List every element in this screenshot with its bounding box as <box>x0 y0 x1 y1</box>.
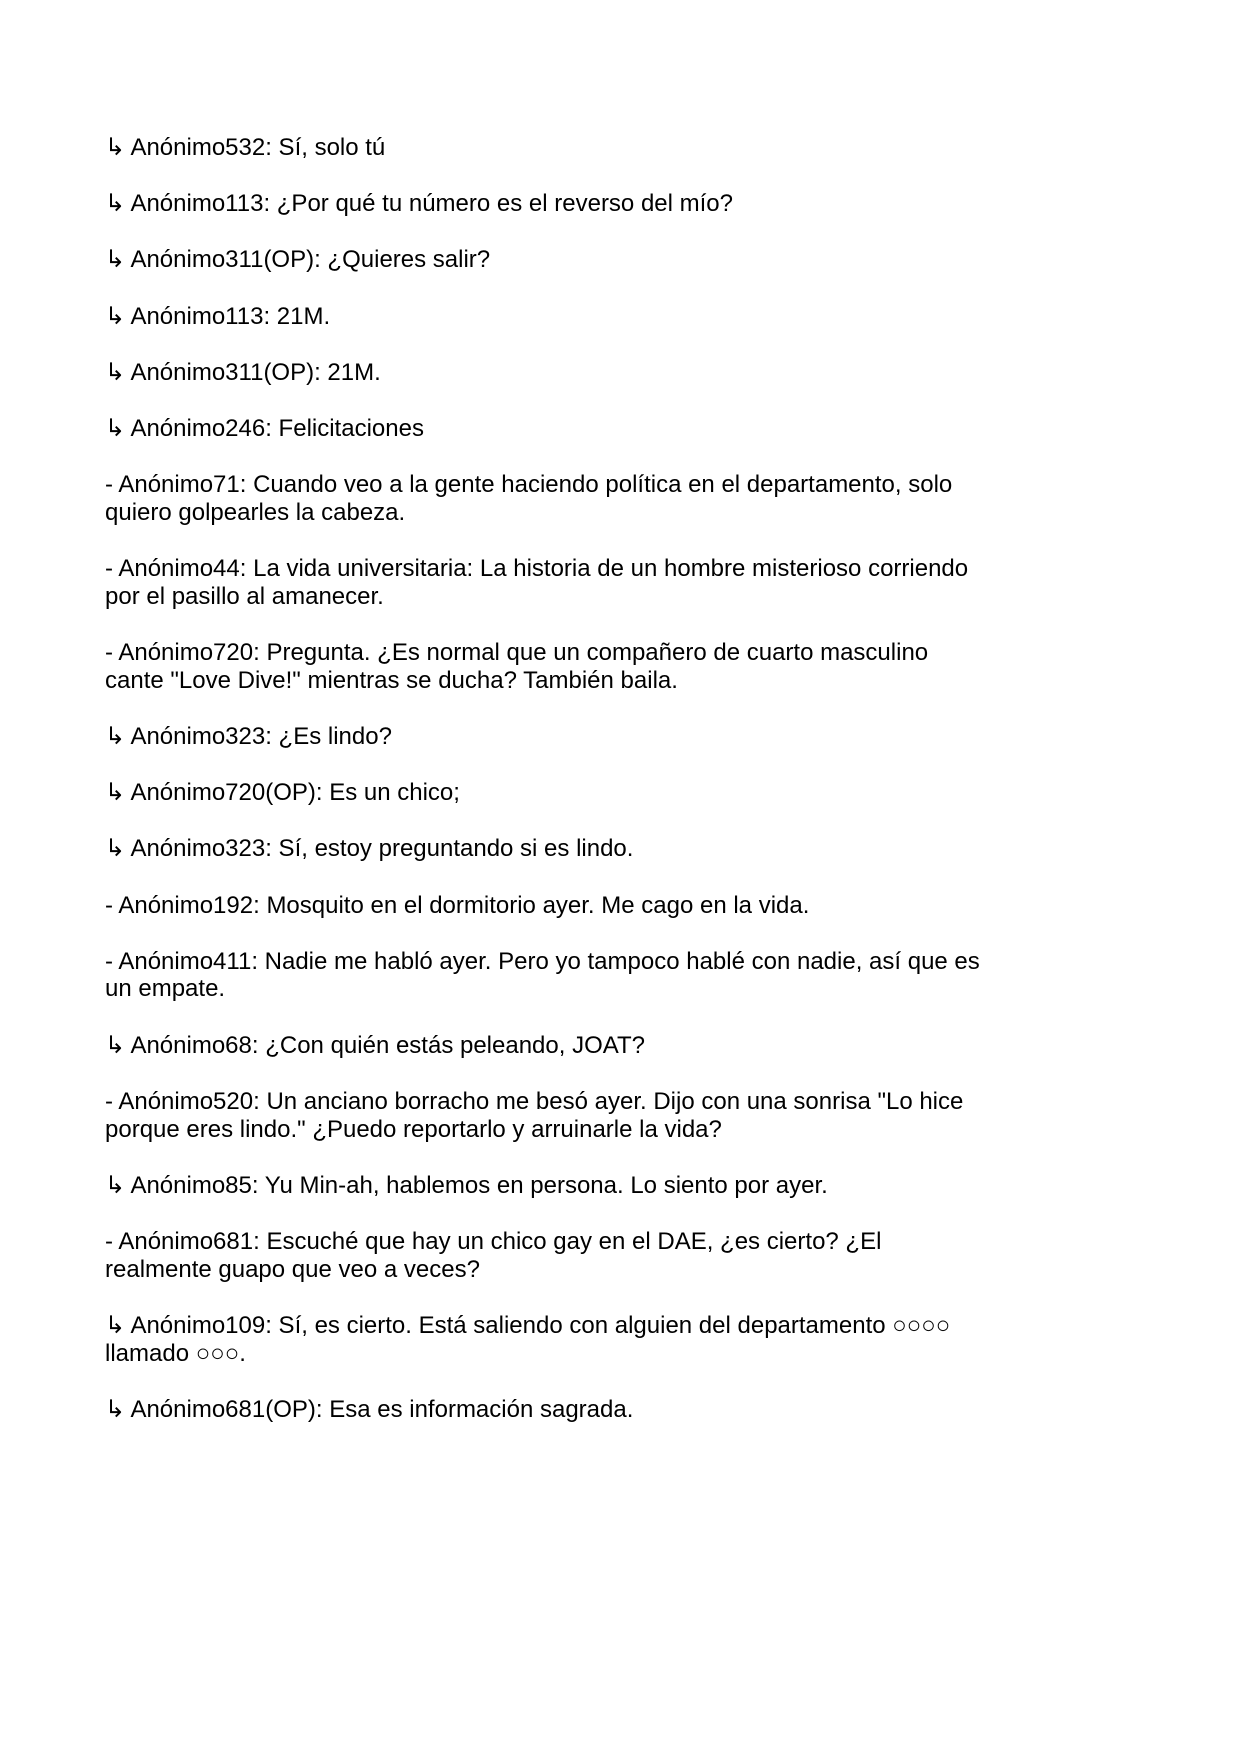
comment-text-line: ↳ Anónimo68: ¿Con quién estás peleando, JOAT? <box>105 1031 645 1059</box>
reply-comment <box>105 1032 1005 1060</box>
reply-comment <box>105 246 1005 274</box>
reply-comment <box>105 303 1005 331</box>
comment-text-line: ↳ Anónimo532: Sí, solo tú <box>105 134 386 161</box>
post-text-line: por el pasillo al amanecer. <box>105 582 384 610</box>
reply-comment <box>105 723 1005 751</box>
post-text-line: - Anónimo192: Mosquito en el dormitorio ayer. Me cago en la vida. <box>105 891 810 919</box>
comment-text-line: ↳ Anónimo85: Yu Min-ah, hablemos en persona. Lo siento por ayer. <box>105 1171 828 1199</box>
comment-text-line: ↳ Anónimo323: ¿Es lindo? <box>105 722 392 750</box>
post-text-line: cante "Love Dive!" mientras se ducha? También baila. <box>105 666 678 694</box>
thread-post <box>105 1228 1005 1283</box>
thread-post <box>105 639 1005 694</box>
reply-comment <box>105 1172 1005 1200</box>
comment-text-line: ↳ Anónimo323: Sí, estoy preguntando si es lindo. <box>105 835 634 863</box>
thread-post <box>105 892 1005 920</box>
post-text-line: porque eres lindo." ¿Puedo reportarlo y arruinarle la vida? <box>105 1115 722 1143</box>
thread-post <box>105 948 1005 1003</box>
reply-comment <box>105 134 1005 162</box>
comment-text-line: ↳ Anónimo113: ¿Por qué tu número es el reverso del mío? <box>105 190 733 218</box>
comment-text-line: ↳ Anónimo109: Sí, es cierto. Está saliendo con alguien del departamento ○○○○ <box>105 1311 951 1339</box>
thread-post <box>105 471 1005 526</box>
post-text-line: quiero golpearles la cabeza. <box>105 498 406 526</box>
comment-text-line: llamado ○○○. <box>105 1339 246 1367</box>
comment-thread <box>105 134 1005 1452</box>
comment-text-line: ↳ Anónimo681(OP): Esa es información sagrada. <box>105 1395 634 1423</box>
reply-comment <box>105 1396 1005 1424</box>
post-text-line: - Anónimo681: Escuché que hay un chico gay en el DAE, ¿es cierto? ¿El <box>105 1227 882 1255</box>
thread-post <box>105 1088 1005 1143</box>
reply-comment <box>105 415 1005 443</box>
comment-text-line: ↳ Anónimo246: Felicitaciones <box>105 415 424 443</box>
post-text-line: - Anónimo411: Nadie me habló ayer. Pero yo tampoco hablé con nadie, así que es <box>105 947 980 975</box>
reply-comment <box>105 835 1005 863</box>
comment-text-line: ↳ Anónimo720(OP): Es un chico; <box>105 779 460 807</box>
comment-text-line: ↳ Anónimo311(OP): ¿Quieres salir? <box>105 246 491 274</box>
post-text-line: - Anónimo71: Cuando veo a la gente haciendo política en el departamento, solo <box>105 471 953 499</box>
comment-text-line: ↳ Anónimo113: 21M. <box>105 302 331 330</box>
post-text-line: un empate. <box>105 975 226 1003</box>
thread-post <box>105 555 1005 610</box>
reply-comment <box>105 1312 1005 1367</box>
post-text-line: - Anónimo520: Un anciano borracho me besó ayer. Dijo con una sonrisa "Lo hice <box>105 1087 964 1115</box>
post-text-line: - Anónimo44: La vida universitaria: La historia de un hombre misterioso corriendo <box>105 555 969 583</box>
reply-comment <box>105 359 1005 387</box>
post-text-line: realmente guapo que veo a veces? <box>105 1255 480 1283</box>
comment-text-line: ↳ Anónimo311(OP): 21M. <box>105 358 381 386</box>
reply-comment <box>105 190 1005 218</box>
post-text-line: - Anónimo720: Pregunta. ¿Es normal que un compañero de cuarto masculino <box>105 639 929 667</box>
reply-comment <box>105 779 1005 807</box>
